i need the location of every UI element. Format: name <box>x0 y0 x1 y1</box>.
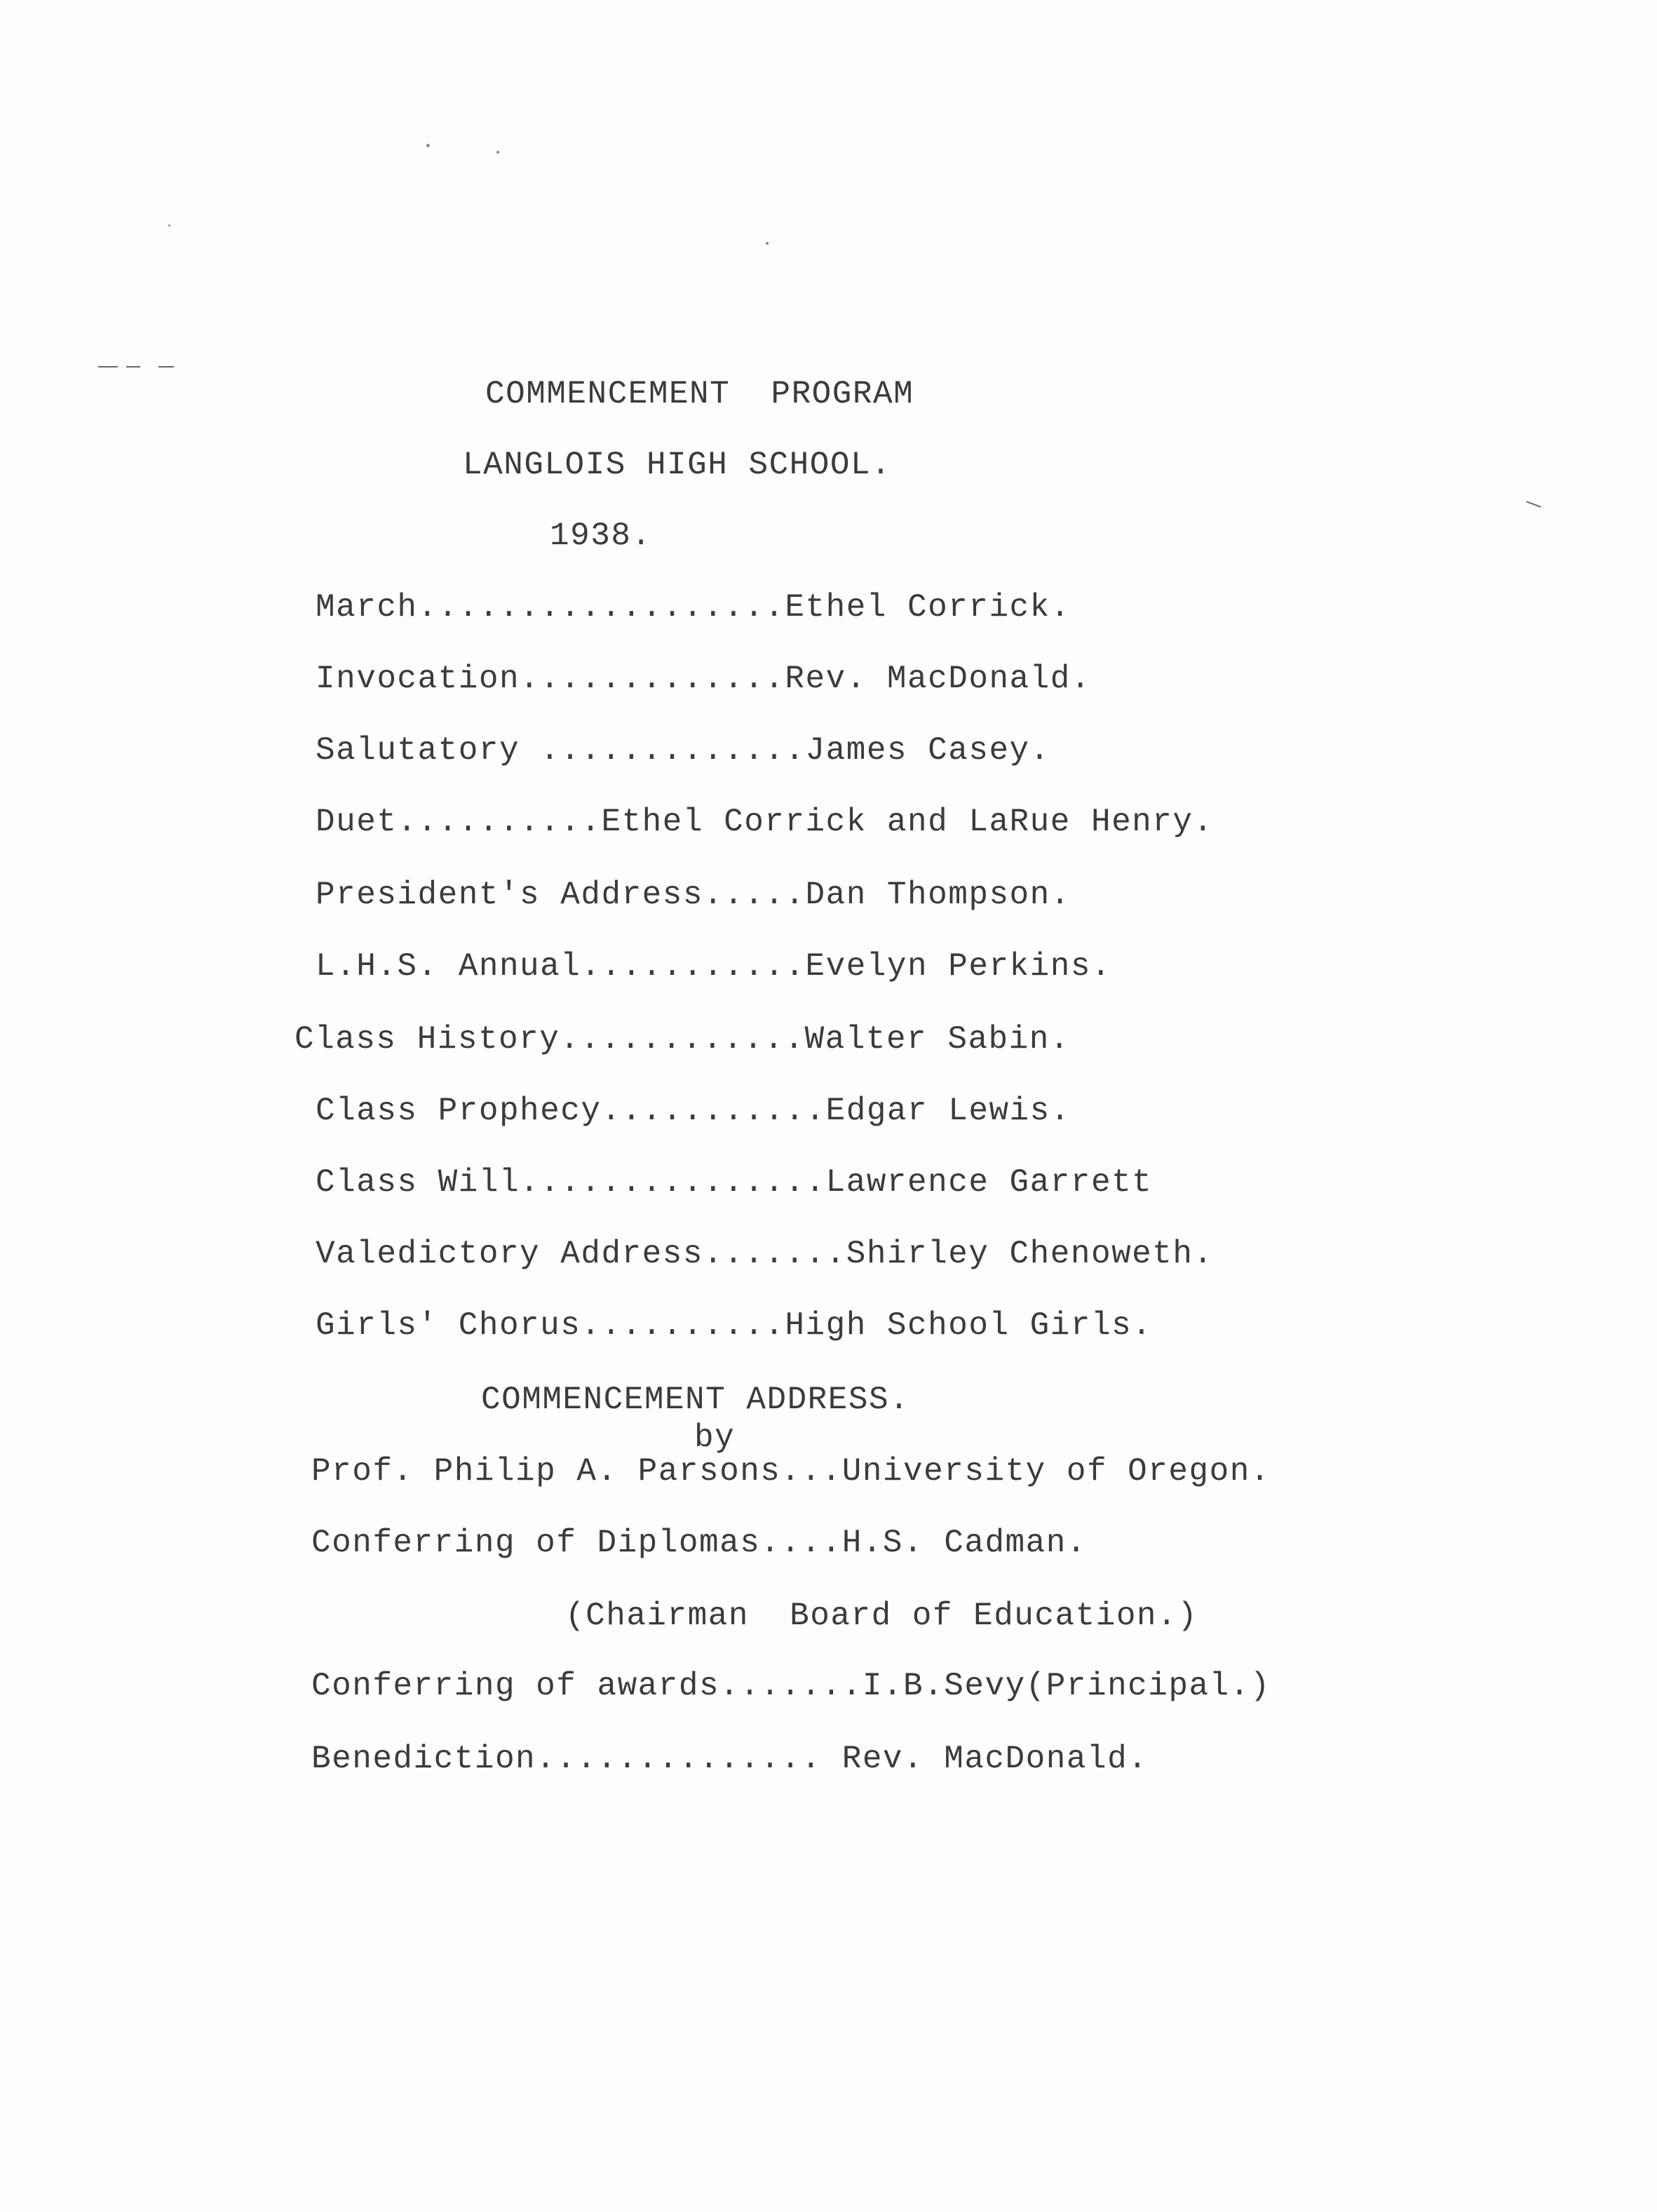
school-name: LANGLOIS HIGH SCHOOL. <box>463 447 892 483</box>
paper-speck <box>426 144 430 147</box>
address-by: by <box>694 1419 736 1456</box>
program-item-diplomas: Conferring of Diplomas....H.S. Cadman. <box>311 1525 1087 1561</box>
program-item-awards: Conferring of awards.......I.B.Sevy(Principal.) <box>311 1668 1271 1704</box>
program-item-benediction: Benediction.............. Rev. MacDonald. <box>311 1741 1149 1777</box>
program-item-annual: L.H.S. Annual...........Evelyn Perkins. <box>316 948 1112 985</box>
program-item-class-history: Class History............Walter Sabin. <box>295 1021 1070 1058</box>
paper-speck <box>496 151 499 154</box>
program-item-presidents-address: President's Address.....Dan Thompson. <box>316 877 1071 913</box>
program-item-class-will: Class Will...............Lawrence Garrett <box>316 1164 1153 1201</box>
paper-mark <box>1526 501 1541 507</box>
program-title: COMMENCEMENT PROGRAM <box>485 376 914 412</box>
paper-mark <box>126 366 140 367</box>
program-item-invocation: Invocation.............Rev. MacDonald. <box>316 661 1091 697</box>
program-item-march: March..................Ethel Corrick. <box>316 589 1071 626</box>
paper-speck <box>766 242 769 245</box>
program-year: 1938. <box>550 518 652 554</box>
paper-mark <box>158 366 174 367</box>
program-item-salutatory: Salutatory .............James Casey. <box>316 732 1050 769</box>
program-item-duet: Duet..........Ethel Corrick and LaRue Henry. <box>316 804 1214 840</box>
paper-mark <box>98 366 118 367</box>
program-item-girls-chorus: Girls' Chorus..........High School Girls. <box>316 1307 1153 1344</box>
address-heading: COMMENCEMENT ADDRESS. <box>481 1382 910 1418</box>
address-speaker: Prof. Philip A. Parsons...University of Oregon. <box>311 1453 1271 1490</box>
program-item-valedictory: Valedictory Address.......Shirley Chenoweth. <box>316 1236 1214 1272</box>
chairman-note: (Chairman Board of Education.) <box>565 1598 1198 1634</box>
paper-speck <box>168 224 170 227</box>
program-item-class-prophecy: Class Prophecy...........Edgar Lewis. <box>316 1093 1071 1129</box>
